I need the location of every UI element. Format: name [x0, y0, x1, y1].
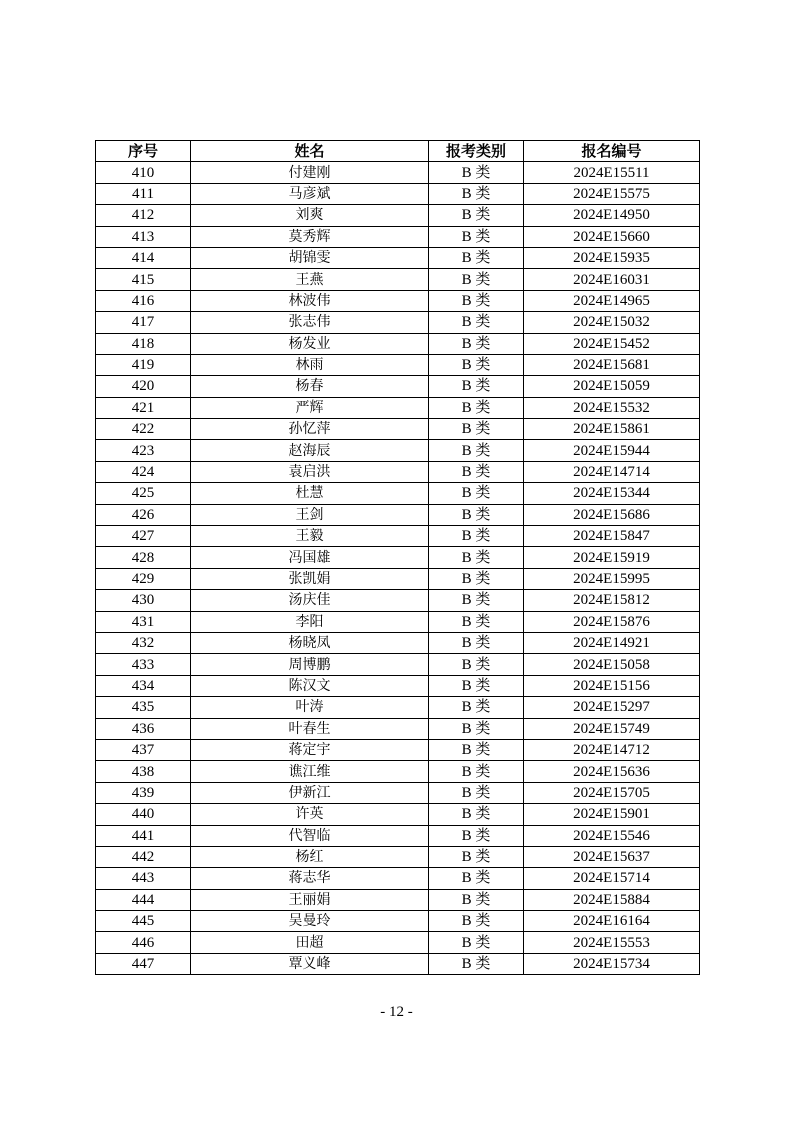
- cell-seq: 418: [96, 333, 191, 354]
- cell-seq: 438: [96, 761, 191, 782]
- cell-reg-number: 2024E15032: [524, 312, 700, 333]
- cell-reg-number: 2024E16164: [524, 911, 700, 932]
- cell-seq: 433: [96, 654, 191, 675]
- cell-seq: 427: [96, 526, 191, 547]
- table-row: [96, 825, 700, 846]
- table-row: [96, 632, 700, 653]
- cell-name: 杨红: [191, 846, 429, 867]
- cell-category: B 类: [429, 953, 524, 974]
- cell-seq: 436: [96, 718, 191, 739]
- cell-name: 严辉: [191, 397, 429, 418]
- cell-category: B 类: [429, 461, 524, 482]
- table-row: [96, 739, 700, 760]
- cell-reg-number: 2024E15686: [524, 504, 700, 525]
- cell-name: 王丽娟: [191, 889, 429, 910]
- cell-seq: 429: [96, 568, 191, 589]
- cell-reg-number: 2024E15705: [524, 782, 700, 803]
- cell-category: B 类: [429, 290, 524, 311]
- cell-seq: 412: [96, 205, 191, 226]
- cell-reg-number: 2024E15575: [524, 183, 700, 204]
- cell-reg-number: 2024E14714: [524, 461, 700, 482]
- cell-name: 周博鹏: [191, 654, 429, 675]
- cell-name: 叶涛: [191, 697, 429, 718]
- cell-category: B 类: [429, 654, 524, 675]
- cell-name: 谯江维: [191, 761, 429, 782]
- cell-reg-number: 2024E14712: [524, 739, 700, 760]
- cell-seq: 432: [96, 632, 191, 653]
- cell-name: 林雨: [191, 354, 429, 375]
- cell-name: 叶春生: [191, 718, 429, 739]
- cell-category: B 类: [429, 804, 524, 825]
- cell-reg-number: 2024E14965: [524, 290, 700, 311]
- cell-reg-number: 2024E15546: [524, 825, 700, 846]
- cell-seq: 421: [96, 397, 191, 418]
- table-row: [96, 846, 700, 867]
- cell-name: 田超: [191, 932, 429, 953]
- cell-reg-number: 2024E15714: [524, 868, 700, 889]
- cell-name: 赵海辰: [191, 440, 429, 461]
- cell-name: 莫秀辉: [191, 226, 429, 247]
- cell-reg-number: 2024E15749: [524, 718, 700, 739]
- cell-reg-number: 2024E15156: [524, 675, 700, 696]
- header-seq: 序号: [96, 141, 191, 162]
- cell-reg-number: 2024E15637: [524, 846, 700, 867]
- cell-reg-number: 2024E15876: [524, 611, 700, 632]
- table-row: [96, 611, 700, 632]
- cell-reg-number: 2024E15059: [524, 376, 700, 397]
- cell-name: 张志伟: [191, 312, 429, 333]
- cell-name: 张凯娟: [191, 568, 429, 589]
- cell-seq: 425: [96, 483, 191, 504]
- table-row: [96, 504, 700, 525]
- cell-category: B 类: [429, 312, 524, 333]
- cell-seq: 430: [96, 590, 191, 611]
- table-row: [96, 397, 700, 418]
- cell-reg-number: 2024E15297: [524, 697, 700, 718]
- cell-seq: 422: [96, 419, 191, 440]
- table-row: [96, 226, 700, 247]
- cell-category: B 类: [429, 269, 524, 290]
- roster-body: [96, 162, 700, 975]
- cell-category: B 类: [429, 675, 524, 696]
- cell-seq: 440: [96, 804, 191, 825]
- cell-category: B 类: [429, 590, 524, 611]
- cell-reg-number: 2024E15344: [524, 483, 700, 504]
- cell-reg-number: 2024E14921: [524, 632, 700, 653]
- cell-category: B 类: [429, 354, 524, 375]
- cell-category: B 类: [429, 718, 524, 739]
- cell-name: 王毅: [191, 526, 429, 547]
- cell-category: B 类: [429, 547, 524, 568]
- cell-seq: 441: [96, 825, 191, 846]
- table-row: [96, 911, 700, 932]
- header-reg-number: 报名编号: [524, 141, 700, 162]
- cell-seq: 411: [96, 183, 191, 204]
- cell-reg-number: 2024E15919: [524, 547, 700, 568]
- table-row: [96, 376, 700, 397]
- header-row: [96, 141, 700, 162]
- cell-name: 蒋定宇: [191, 739, 429, 760]
- cell-reg-number: 2024E15058: [524, 654, 700, 675]
- cell-name: 林波伟: [191, 290, 429, 311]
- cell-seq: 426: [96, 504, 191, 525]
- cell-reg-number: 2024E15995: [524, 568, 700, 589]
- cell-category: B 类: [429, 226, 524, 247]
- cell-category: B 类: [429, 440, 524, 461]
- cell-seq: 439: [96, 782, 191, 803]
- table-row: [96, 269, 700, 290]
- cell-seq: 410: [96, 162, 191, 183]
- cell-seq: 415: [96, 269, 191, 290]
- cell-category: B 类: [429, 162, 524, 183]
- cell-reg-number: 2024E15901: [524, 804, 700, 825]
- cell-name: 杨晓凤: [191, 632, 429, 653]
- header-name: 姓名: [191, 141, 429, 162]
- cell-seq: 413: [96, 226, 191, 247]
- cell-reg-number: 2024E15884: [524, 889, 700, 910]
- cell-category: B 类: [429, 632, 524, 653]
- header-category: 报考类别: [429, 141, 524, 162]
- cell-reg-number: 2024E15812: [524, 590, 700, 611]
- cell-reg-number: 2024E15553: [524, 932, 700, 953]
- cell-category: B 类: [429, 333, 524, 354]
- cell-name: 孙忆萍: [191, 419, 429, 440]
- cell-category: B 类: [429, 504, 524, 525]
- table-row: [96, 461, 700, 482]
- table-row: [96, 804, 700, 825]
- cell-name: 杨春: [191, 376, 429, 397]
- roster-table: [95, 140, 700, 975]
- cell-reg-number: 2024E14950: [524, 205, 700, 226]
- cell-reg-number: 2024E15532: [524, 397, 700, 418]
- cell-seq: 417: [96, 312, 191, 333]
- cell-seq: 435: [96, 697, 191, 718]
- cell-seq: 445: [96, 911, 191, 932]
- table-row: [96, 932, 700, 953]
- cell-category: B 类: [429, 697, 524, 718]
- cell-category: B 类: [429, 782, 524, 803]
- cell-category: B 类: [429, 419, 524, 440]
- cell-seq: 437: [96, 739, 191, 760]
- cell-name: 蒋志华: [191, 868, 429, 889]
- cell-reg-number: 2024E15681: [524, 354, 700, 375]
- cell-name: 李阳: [191, 611, 429, 632]
- table-row: [96, 590, 700, 611]
- cell-category: B 类: [429, 868, 524, 889]
- table-row: [96, 205, 700, 226]
- table-row: [96, 333, 700, 354]
- cell-reg-number: 2024E15847: [524, 526, 700, 547]
- cell-category: B 类: [429, 483, 524, 504]
- cell-reg-number: 2024E16031: [524, 269, 700, 290]
- cell-category: B 类: [429, 911, 524, 932]
- table-row: [96, 568, 700, 589]
- table-row: [96, 697, 700, 718]
- cell-name: 马彦斌: [191, 183, 429, 204]
- table-row: [96, 761, 700, 782]
- cell-name: 胡锦雯: [191, 247, 429, 268]
- cell-seq: 423: [96, 440, 191, 461]
- cell-category: B 类: [429, 376, 524, 397]
- cell-name: 汤庆佳: [191, 590, 429, 611]
- table-row: [96, 547, 700, 568]
- cell-name: 代智临: [191, 825, 429, 846]
- cell-reg-number: 2024E15935: [524, 247, 700, 268]
- cell-name: 许英: [191, 804, 429, 825]
- table-row: [96, 440, 700, 461]
- cell-category: B 类: [429, 397, 524, 418]
- cell-seq: 446: [96, 932, 191, 953]
- cell-name: 陈汉文: [191, 675, 429, 696]
- table-row: [96, 419, 700, 440]
- cell-reg-number: 2024E15861: [524, 419, 700, 440]
- page-number: - 12 -: [380, 1004, 413, 1020]
- cell-seq: 434: [96, 675, 191, 696]
- table-row: [96, 354, 700, 375]
- table-row: [96, 782, 700, 803]
- cell-seq: 431: [96, 611, 191, 632]
- cell-name: 覃义峰: [191, 953, 429, 974]
- table-row: [96, 183, 700, 204]
- cell-reg-number: 2024E15636: [524, 761, 700, 782]
- table-row: [96, 312, 700, 333]
- cell-category: B 类: [429, 846, 524, 867]
- cell-name: 吴曼玲: [191, 911, 429, 932]
- table-row: [96, 675, 700, 696]
- table-row: [96, 953, 700, 974]
- cell-category: B 类: [429, 932, 524, 953]
- cell-category: B 类: [429, 247, 524, 268]
- cell-seq: 447: [96, 953, 191, 974]
- cell-seq: 444: [96, 889, 191, 910]
- cell-seq: 420: [96, 376, 191, 397]
- cell-category: B 类: [429, 889, 524, 910]
- table-row: [96, 526, 700, 547]
- cell-name: 王燕: [191, 269, 429, 290]
- cell-category: B 类: [429, 761, 524, 782]
- table-row: [96, 868, 700, 889]
- cell-category: B 类: [429, 183, 524, 204]
- cell-category: B 类: [429, 825, 524, 846]
- cell-category: B 类: [429, 526, 524, 547]
- cell-name: 伊新江: [191, 782, 429, 803]
- cell-seq: 419: [96, 354, 191, 375]
- table-row: [96, 162, 700, 183]
- cell-reg-number: 2024E15511: [524, 162, 700, 183]
- cell-seq: 428: [96, 547, 191, 568]
- table-row: [96, 654, 700, 675]
- cell-reg-number: 2024E15944: [524, 440, 700, 461]
- cell-seq: 443: [96, 868, 191, 889]
- cell-name: 冯国雄: [191, 547, 429, 568]
- cell-reg-number: 2024E15660: [524, 226, 700, 247]
- cell-seq: 442: [96, 846, 191, 867]
- cell-reg-number: 2024E15734: [524, 953, 700, 974]
- table-row: [96, 889, 700, 910]
- cell-category: B 类: [429, 611, 524, 632]
- cell-name: 杜慧: [191, 483, 429, 504]
- cell-category: B 类: [429, 205, 524, 226]
- cell-name: 杨发业: [191, 333, 429, 354]
- cell-reg-number: 2024E15452: [524, 333, 700, 354]
- cell-name: 袁启洪: [191, 461, 429, 482]
- table-row: [96, 247, 700, 268]
- cell-name: 王剑: [191, 504, 429, 525]
- cell-category: B 类: [429, 568, 524, 589]
- cell-seq: 416: [96, 290, 191, 311]
- cell-seq: 414: [96, 247, 191, 268]
- cell-seq: 424: [96, 461, 191, 482]
- table-row: [96, 290, 700, 311]
- cell-name: 刘爽: [191, 205, 429, 226]
- table-row: [96, 718, 700, 739]
- cell-name: 付建刚: [191, 162, 429, 183]
- table-row: [96, 483, 700, 504]
- cell-category: B 类: [429, 739, 524, 760]
